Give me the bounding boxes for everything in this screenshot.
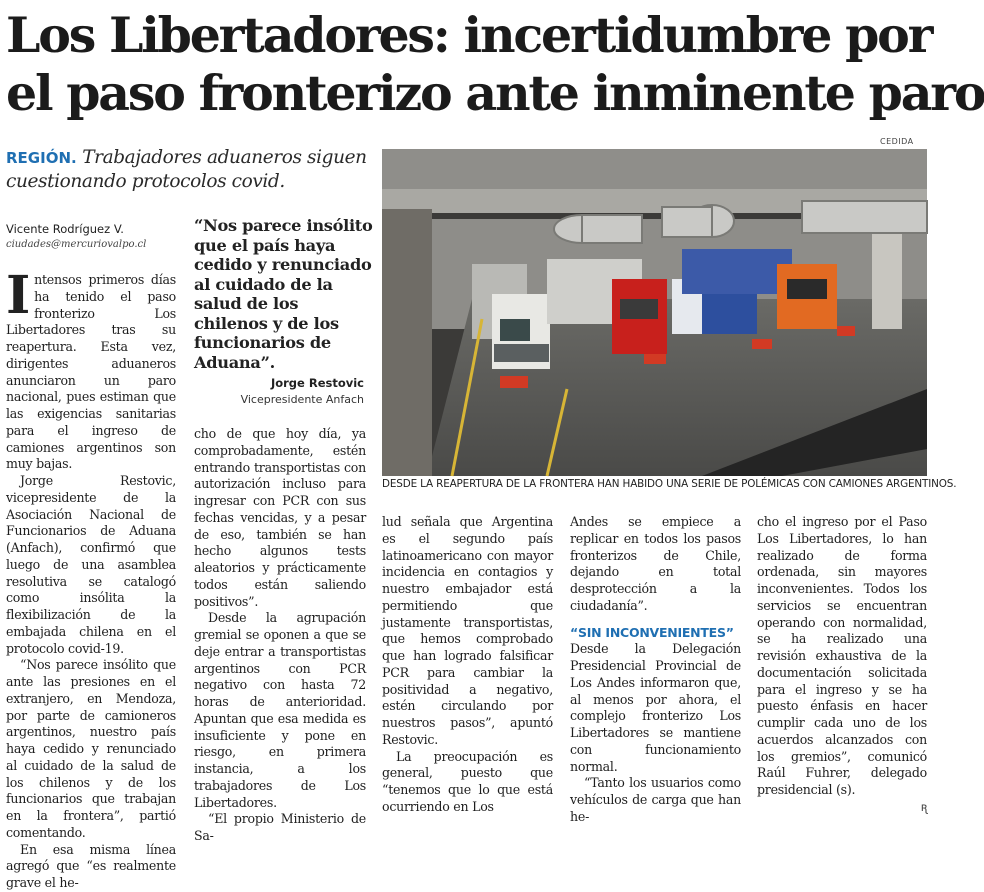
article-paragraph: cho de que hoy día, ya comprobadamente, estén entrando transportistas con autorización incluso para ingresar con PCR con sus fechas vencidas, y a pesar de eso, también se han hecho algunos tests aleatorios y prácticamente todos están saliendo positivos”.: [194, 426, 366, 609]
section-subhead: “SIN INCONVENIENTES”: [570, 624, 734, 640]
article-column-3: [382, 514, 553, 814]
end-mark-icon: ꭆ: [920, 799, 927, 814]
article-paragraph: Desde la agrupación gremial se oponen a que se deje entrar a transportistas argentinos con PCR negativo con hasta 72 horas de anterioridad. Apuntan que esa medida es insuficiente y pone en riesgo, en primera instancia, a los trabajadores de Los Libertadores.: [194, 610, 366, 810]
truck-terminal-illustration: [382, 149, 927, 476]
byline-author: Vicente Rodríguez V.: [6, 222, 124, 236]
pull-quote-role: Vicepresidente Anfach: [240, 393, 364, 406]
article-column-4: [570, 514, 741, 824]
section-label: REGIÓN.: [6, 149, 77, 167]
kicker: [6, 146, 376, 193]
headline: [6, 6, 984, 122]
article-paragraph: cho el ingreso por el Paso Los Libertadores, lo han realizado de forma ordenada, sin mayores inconvenientes. Todos los servicios se encuentran operando con normalidad, se ha realizado una revisión exhaustiva de la documentación solicitada para el ingreso y se ha puesto énfasis en hacer cumplir cada uno de los acuerdos alcanzados con los gremios”, comunicó Raúl Fuhrer, delegado presidencial (s).: [757, 514, 927, 797]
article-paragraph: “El propio Ministerio de Sa-: [194, 811, 366, 843]
article-column-2: [194, 426, 366, 843]
byline: [6, 222, 146, 250]
article-column-5: [757, 514, 927, 814]
border-crossing-photo: [382, 149, 927, 476]
article-paragraph: Intensos primeros días ha tenido el paso fronterizo Los Libertadores tras su reapertura. Esta vez, dirigentes aduaneros anunciaron un paro nacional, pues estiman que las exigencias sanitarias para el ingreso de camiones argentinos son muy bajas.: [6, 265, 176, 472]
article-paragraph: Desde la Delegación Presidencial Provincial de Los Andes informaron que, al menos por ahora, el complejo fronterizo Los Libertadores se mantiene con funcionamiento normal.: [570, 641, 741, 774]
pull-quote: “Nos parece insólito que el país haya cedido y renunciado al cuidado de la salud de los chilenos y de los funcionarios de Aduana”.: [194, 216, 373, 372]
article-paragraph: Jorge Restovic, vicepresidente de la Asociación Nacional de Funcionarios de Aduana (Anfach), confirmó que luego de una asamblea resolutiva se catalogó como insólita la flexibilización de la embajada chilena en el protocolo covid-19.: [6, 473, 176, 656]
photo-caption: DESDE LA REAPERTURA DE LA FRONTERA HAN HABIDO UNA SERIE DE POLÉMICAS CON CAMIONES ARGENTINOS.: [382, 478, 957, 490]
article-column-1: [6, 265, 176, 890]
article-paragraph: “Tanto los usuarios como vehículos de carga que han he-: [570, 775, 741, 824]
headline-line-1: Los Libertadores: incertidumbre por: [6, 6, 932, 64]
article-paragraph: “Nos parece insólito que ante las presiones en el extranjero, en Mendoza, por parte de camioneros argentinos, nuestro país haya cedido y renunciado al cuidado de la salud de los chilenos y de los funcionarios que trabajan en la frontera”, partió comentando.: [6, 657, 176, 840]
byline-email: ciudades@mercuriovalpo.cl: [6, 239, 147, 250]
photo-credit: CEDIDA: [880, 137, 914, 146]
headline-line-2: el paso fronterizo ante inminente paro: [6, 64, 984, 122]
pull-quote-name: Jorge Restovic: [270, 376, 364, 390]
kicker-text: Trabajadores aduaneros siguen cuestionando protocolos covid.: [6, 147, 367, 192]
article-paragraph: Andes se empiece a replicar en todos los pasos fronterizos de Chile, dejando en total desprotección a la ciudadanía”.: [570, 514, 741, 613]
article-paragraph: La preocupación es general, puesto que “tenemos que lo que está ocurriendo en Los: [382, 748, 553, 814]
pull-quote-attribution: [194, 376, 364, 406]
article-paragraph: lud señala que Argentina es el segundo país latinoamericano con mayor incidencia en contagios y nuestro embajador está permitiendo que justamente transportistas, que hemos comprobado que han logrado falsificar PCR para cambiar la positividad a negativo, estén circulando por nuestros pasos”, apuntó Restovic.: [382, 514, 553, 747]
article-paragraph: En esa misma línea agregó que “es realmente grave el he-: [6, 841, 176, 890]
